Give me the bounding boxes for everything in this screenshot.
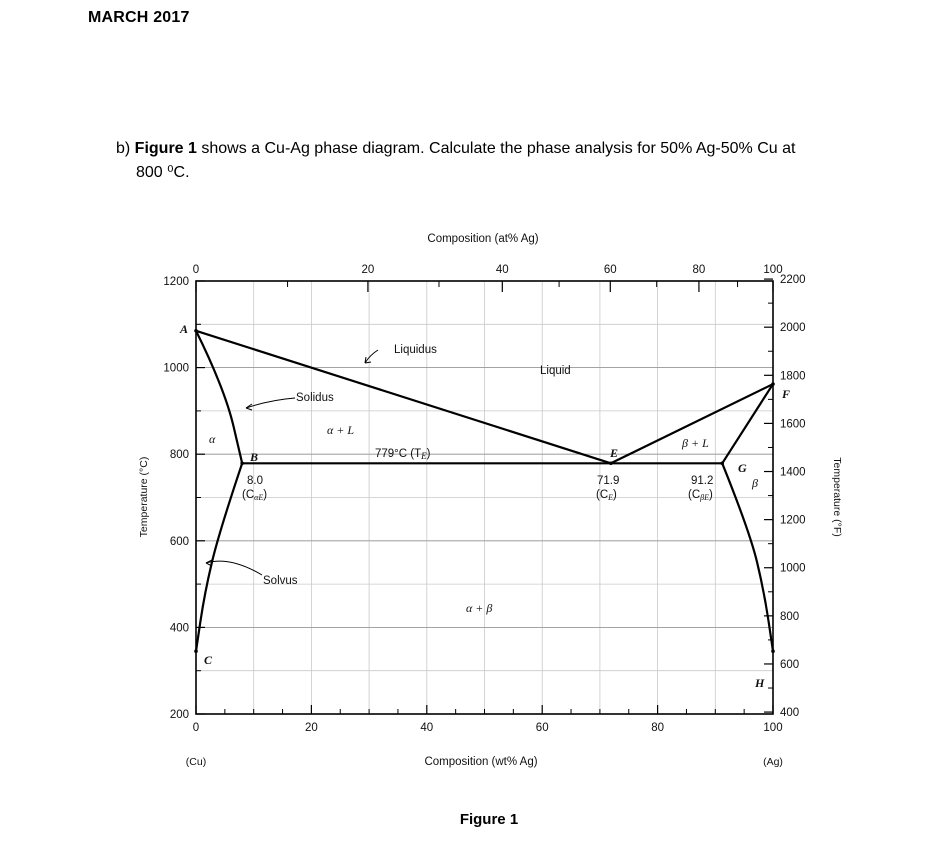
region-alpha: α: [209, 432, 216, 446]
composition-label-alpha-sub: (CαE): [242, 489, 268, 502]
question-figure-ref: Figure 1: [134, 140, 197, 157]
bottom-tick-label: 20: [305, 722, 318, 734]
right-tick-label: 2000: [780, 322, 806, 335]
composition-label-beta-sub: (CβE): [688, 489, 713, 502]
left-tick-label: 800: [169, 449, 189, 462]
right-tick-label: 600: [780, 658, 800, 671]
top-tick-label: 60: [603, 264, 617, 276]
top-tick-label: 40: [495, 264, 509, 276]
top-tick-label: 80: [692, 264, 706, 276]
page-header-date: MARCH 2017: [88, 9, 190, 26]
top-axis-title: Composition (at% Ag): [427, 233, 539, 245]
right-tick-label: 1800: [780, 370, 806, 383]
bottom-tick-label: 0: [192, 722, 200, 734]
bottom-tick-label: 80: [651, 722, 664, 734]
left-axis-title: Temperature (°C): [138, 456, 150, 538]
point-label-e: E: [610, 446, 619, 460]
left-tick-label: 1200: [163, 276, 189, 288]
point-label-a: A: [180, 322, 189, 336]
point-e-marker: [609, 461, 613, 465]
point-b-marker: [240, 461, 244, 465]
question-body: shows a Cu-Ag phase diagram. Calculate the phase analysis for 50% Ag-50% Cu at: [196, 140, 796, 157]
left-tick-label: 200: [169, 709, 189, 721]
curve-label-liquidus: Liquidus: [394, 344, 437, 356]
right-end-label: (Ag): [763, 756, 783, 768]
bottom-tick-label: 40: [420, 722, 434, 734]
composition-label-beta-value: 91.2: [691, 475, 714, 487]
right-tick-label: 1600: [780, 418, 806, 431]
point-f-marker: [771, 382, 775, 386]
region-alpha-liquid: α + L: [327, 423, 355, 437]
right-tick-label: 400: [780, 707, 800, 720]
right-tick-label: 2200: [780, 274, 806, 287]
point-label-h: H: [755, 676, 765, 690]
top-tick-label: 20: [361, 264, 375, 276]
solvus-right-curve: [722, 463, 773, 651]
point-label-c: C: [204, 653, 213, 667]
top-tick-label: 0: [192, 264, 200, 276]
point-label-f: F: [782, 387, 791, 401]
figure-caption: Figure 1: [459, 811, 519, 828]
left-tick-label: 1000: [163, 362, 189, 375]
left-tick-label: 400: [169, 622, 189, 635]
region-beta-liquid: β + L: [682, 436, 709, 450]
grid: [196, 281, 773, 714]
point-label-g: G: [738, 461, 747, 475]
solidus-left-curve: [196, 331, 242, 463]
region-liquid: Liquid: [540, 365, 571, 377]
eutectic-temperature-label: 779°C (TE): [375, 448, 431, 461]
solvus-left-curve: [196, 463, 242, 651]
composition-label-eutectic-value: 71.9: [597, 475, 620, 487]
region-beta: β: [752, 476, 758, 490]
curve-label-solidus: Solidus: [296, 392, 334, 404]
question-prefix: b): [116, 140, 135, 157]
right-tick-label: 1400: [780, 466, 806, 479]
right-tick-label: 1000: [780, 562, 806, 575]
bottom-tick-label: 100: [763, 722, 783, 734]
left-end-label: (Cu): [185, 756, 207, 768]
right-axis-title: Temperature (°F): [831, 457, 843, 537]
point-label-b: B: [250, 450, 259, 464]
right-tick-label: 1200: [780, 514, 806, 527]
question-temperature: 800 ⁰C.: [136, 164, 190, 181]
point-g-marker: [720, 461, 724, 465]
composition-label-eutectic-sub: (CE): [596, 489, 617, 502]
composition-label-alpha-value: 8.0: [247, 475, 263, 487]
liquidus-leader: [365, 350, 378, 363]
point-c-marker: [194, 649, 198, 653]
right-tick-label: 800: [780, 610, 800, 623]
bottom-tick-label: 60: [535, 722, 549, 734]
point-a-marker: [194, 329, 198, 333]
left-tick-label: 600: [169, 535, 189, 548]
region-alpha-beta: α + β: [466, 601, 493, 615]
bottom-axis-title: Composition (wt% Ag): [424, 756, 538, 768]
point-h-marker: [771, 649, 775, 653]
curve-label-solvus: Solvus: [263, 575, 298, 587]
top-tick-label: 100: [763, 264, 783, 276]
